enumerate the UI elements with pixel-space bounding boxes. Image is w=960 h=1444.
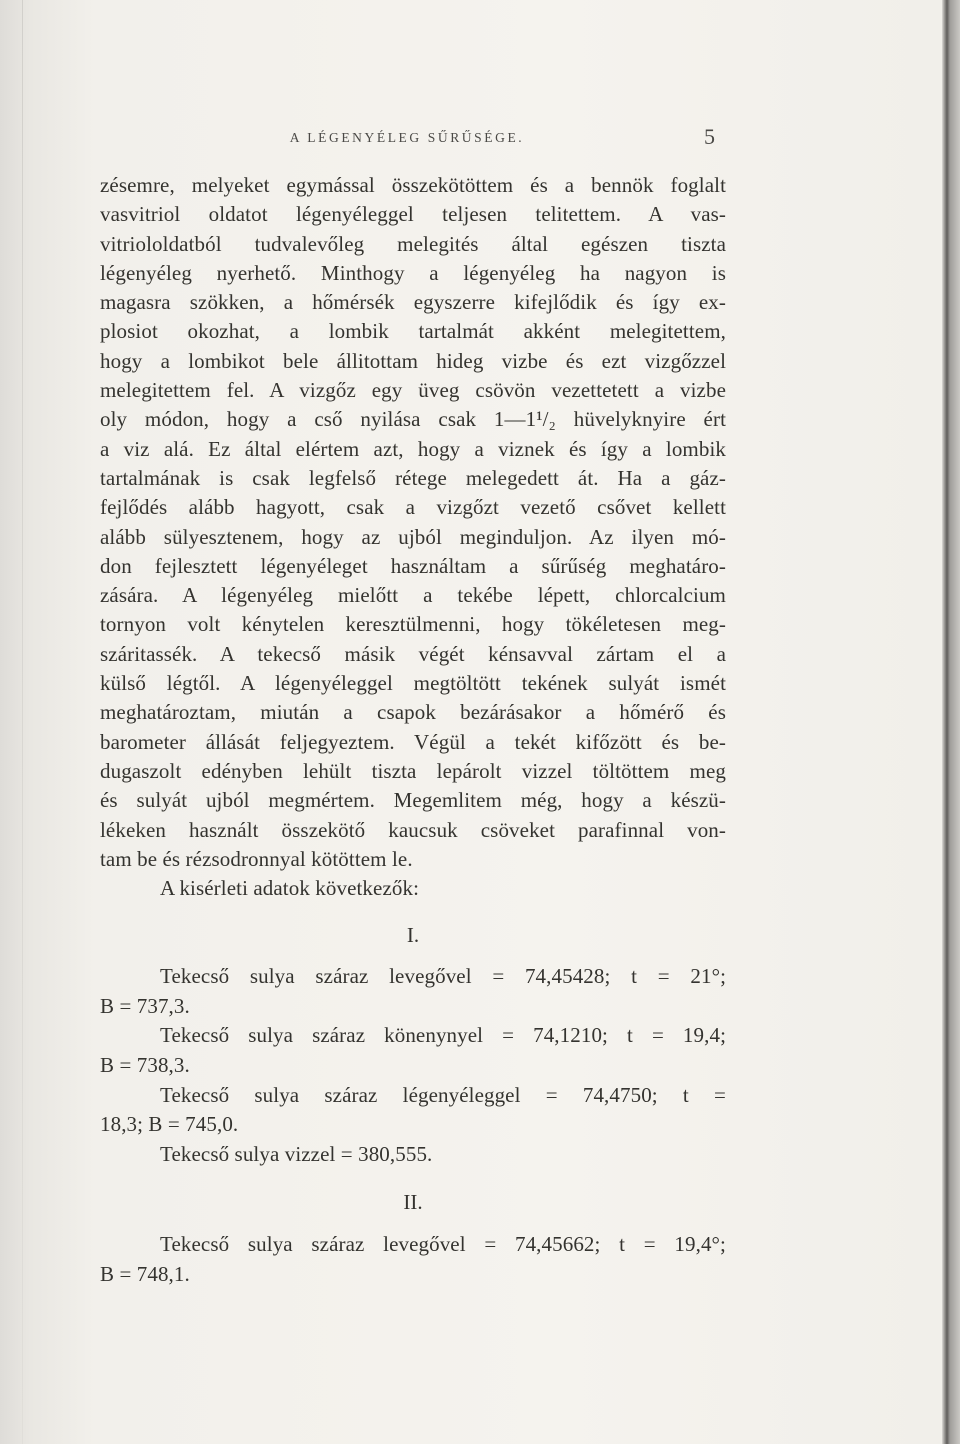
body-line: tartalmának is csak legfelső rétege melegedett át. Ha a gáz- [100, 465, 726, 490]
body-text [100, 171, 726, 903]
body-line: zésemre, melyeket egymással összekötöttem és a bennök foglalt [100, 173, 726, 197]
body-line: oly módon, hogy a cső nyilása csak 1—1¹/₂ hüvelyknyire ért [100, 407, 726, 432]
body-line: meghatároztam, miután a csapok bezárásakor a hőmérő és [100, 700, 726, 725]
body-line: tornyon volt kénytelen keresztülmenni, hogy tökéletesen meg- [100, 612, 726, 637]
body-line: vitriololdatból tudvalevőleg melegités által egészen tiszta [100, 231, 726, 256]
body-line: tam be és rézsodronnyal kötöttem le. [100, 846, 413, 871]
body-line: légenyéleg nyerhető. Minthogy a légenyéleg ha nagyon is [100, 260, 726, 285]
body-line: és sulyát ujból megmértem. Megemlitem még, hogy a készü- [100, 788, 726, 813]
body-line: A kisérleti adatok következők: [160, 876, 420, 901]
body-line: plosiot okozhat, a lombik tartalmát akként melegitettem, [100, 319, 726, 344]
data-line: B = 737,3. [100, 993, 190, 1018]
data-line: B = 738,3. [100, 1053, 190, 1078]
scan-edge-right [942, 0, 960, 1444]
body-line: alább sülyesztenem, hogy az ujból meginduljon. Az ilyen mó- [100, 524, 726, 549]
experiment-data-block [100, 962, 726, 1170]
body-line: külső légtől. A légenyéleggel megtöltött tekének sulyát ismét [100, 671, 726, 696]
experiment-data-block [100, 1230, 726, 1289]
body-line: magasra szökken, a hőmérsék egyszerre kifejlődik és így ex- [100, 290, 726, 315]
body-line: barometer állását feljegyeztem. Végül a tekét kifőzött és be- [100, 729, 726, 754]
page-number: 5 [704, 124, 715, 149]
body-line: vasvitriol oldatot légenyéleggel teljesen telitettem. A vas- [100, 202, 726, 227]
running-title: A LÉGENYÉLEG SŰRŰSÉGE. [289, 130, 525, 145]
body-line: hogy a lombikot bele állitottam hideg vizbe és ezt vizgőzzel [100, 348, 726, 373]
data-line: Tekecső sulya száraz levegővel = 74,45662; t = 19,4°; [160, 1232, 726, 1256]
data-line: Tekecső sulya száraz légenyéleggel = 74,4750; t = [160, 1082, 726, 1107]
body-line: lékeken használt összekötő kaucsuk csöveket parafinnal von- [100, 817, 726, 842]
experiment-numeral: I. [406, 923, 420, 947]
body-line: don fejlesztett légenyéleget használtam a sűrűség meghatáro- [100, 553, 726, 578]
body-line: dugaszolt edényben lehült tiszta lepárolt vizzel töltöttem meg [100, 758, 726, 783]
data-line: Tekecső sulya száraz könenynyel = 74,1210; t = 19,4; [160, 1023, 726, 1048]
body-line: fejlődés alább hagyott, csak a vizgőzt vezető csővet kellett [100, 495, 726, 520]
body-line: száritassék. A tekecső másik végét kénsavval zártam el a [100, 641, 726, 666]
body-line: a viz alá. Ez által elértem azt, hogy a viznek és így a lombik [100, 436, 726, 461]
body-line: zására. A légenyéleg mielőtt a tekébe lépett, chlorcalcium [100, 583, 726, 608]
data-line: B = 748,1. [100, 1261, 190, 1286]
body-line: melegitettem fel. A vizgőz egy üveg csövön vezettetett a vizbe [100, 378, 726, 403]
data-line: Tekecső sulya vizzel = 380,555. [160, 1142, 433, 1167]
scan-edge-left [22, 0, 23, 1444]
experiment-numeral: II. [403, 1190, 423, 1214]
data-line: Tekecső sulya száraz levegővel = 74,45428; t = 21°; [160, 964, 726, 988]
data-line: 18,3; B = 745,0. [100, 1112, 239, 1137]
